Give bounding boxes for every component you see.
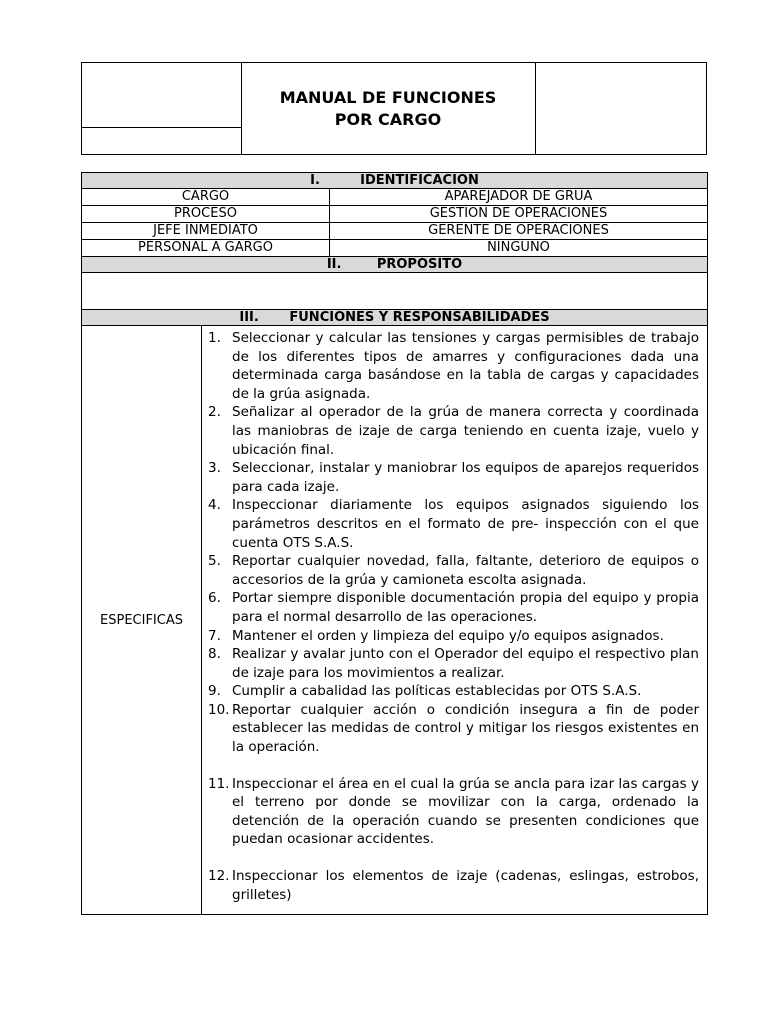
item-text: Seleccionar y calcular las tensiones y cargas permisibles de trabajo de los diferentes tipos de amarres y configuraciones dada una determinada carga basándose en la tabla de cargas y capacidades de la grúa asignada. [232, 330, 699, 402]
section-proposito [82, 257, 708, 273]
item-number: 6. [208, 590, 221, 607]
list-item [208, 552, 699, 589]
item-number: 7. [208, 627, 221, 644]
table-row [82, 189, 708, 206]
section-number: I. [310, 173, 320, 188]
item-text: Mantener el orden y limpieza del equipo y/o equipos asignados. [232, 627, 664, 644]
section-number: III. [239, 310, 259, 325]
functions-list-cell [202, 326, 708, 915]
item-text: Señalizar al operador de la grúa de manera correcta y coordinada las maniobras de izaje de carga teniendo en cuenta izaje, vuelo y ubicación final. [232, 404, 699, 458]
proposito-content [82, 273, 708, 310]
row-value: NINGUNO [330, 240, 708, 257]
item-number: 2. [208, 404, 221, 421]
code-cell [535, 63, 708, 154]
item-text: Seleccionar, instalar y maniobrar los equipos de aparejos requeridos para cada izaje. [232, 460, 699, 495]
list-item [208, 403, 699, 459]
row-value: GERENTE DE OPERACIONES [330, 223, 708, 240]
table-row [82, 223, 708, 240]
item-number: 9. [208, 683, 221, 700]
category-especificas: ESPECIFICAS [82, 326, 202, 915]
item-text: Inspeccionar diariamente los equipos asignados siguiendo los parámetros descritos en el formato de pre- inspección con el que cuenta OTS S.A.S. [232, 497, 699, 551]
item-number: 5. [208, 553, 221, 570]
section-identificacion [82, 173, 708, 189]
item-text: Portar siempre disponible documentación propia del equipo y propia para el normal desarrollo de las operaciones. [232, 590, 699, 625]
table-row [82, 240, 708, 257]
row-value: APAREJADOR DE GRUA [330, 189, 708, 206]
item-number: 4. [208, 497, 221, 514]
list-item [208, 459, 699, 496]
functions-table [81, 172, 708, 915]
section-funciones [82, 310, 708, 326]
document-header [81, 62, 707, 155]
list-item [208, 775, 699, 849]
row-label: PROCESO [82, 206, 330, 223]
document-title [280, 87, 497, 131]
list-item [208, 701, 699, 757]
item-number: 3. [208, 460, 221, 477]
item-text: Reportar cualquier novedad, falla, faltante, deterioro de equipos o accesorios de la grúa y camioneta escolta asignada. [232, 553, 699, 588]
list-item [208, 329, 699, 403]
row-label: JEFE INMEDIATO [82, 223, 330, 240]
title-cell [241, 63, 535, 154]
item-number: 12. [208, 868, 230, 885]
item-text: Reportar cualquier acción o condición insegura a fin de poder establecer las medidas de control y mitigar los riesgos existentes en la operación. [232, 701, 699, 756]
list-item [208, 645, 699, 682]
section-number: II. [326, 257, 342, 272]
functions-list [202, 326, 707, 914]
logo-cell-divider [82, 127, 241, 128]
item-text: Cumplir a cabalidad las políticas establecidas por OTS S.A.S. [232, 683, 642, 700]
item-text: Inspeccionar el área en el cual la grúa se ancla para izar las cargas y el terreno por donde se movilizar con la carga, ordenado la detención de la operación cuando se presenten condiciones que puedan ocasionar accidentes. [232, 775, 699, 848]
list-item [208, 496, 699, 552]
list-item [208, 627, 699, 646]
row-label: PERSONAL A GARGO [82, 240, 330, 257]
item-number: 1. [208, 330, 221, 346]
logo-cell [82, 63, 242, 154]
list-item [208, 589, 699, 626]
item-number: 8. [208, 646, 221, 663]
title-line-1: MANUAL DE FUNCIONES [279, 87, 497, 107]
list-item [208, 682, 699, 701]
item-text: Realizar y avalar junto con el Operador del equipo el respectivo plan de izaje para los movimientos a realizar. [232, 646, 699, 681]
table-row [82, 206, 708, 223]
row-value: GESTION DE OPERACIONES [330, 206, 708, 223]
title-line-2: POR CARGO [334, 109, 442, 129]
row-label: CARGO [82, 189, 330, 206]
section-title: IDENTIFICACION [360, 173, 479, 188]
item-number: 11. [208, 775, 230, 792]
list-item [208, 867, 699, 904]
item-number: 10. [208, 701, 230, 718]
section-title: PROPOSITO [376, 257, 463, 272]
item-text: Inspeccionar los elementos de izaje (cadenas, eslingas, estrobos, grilletes) [232, 868, 699, 903]
section-title: FUNCIONES Y RESPONSABILIDADES [289, 310, 550, 325]
